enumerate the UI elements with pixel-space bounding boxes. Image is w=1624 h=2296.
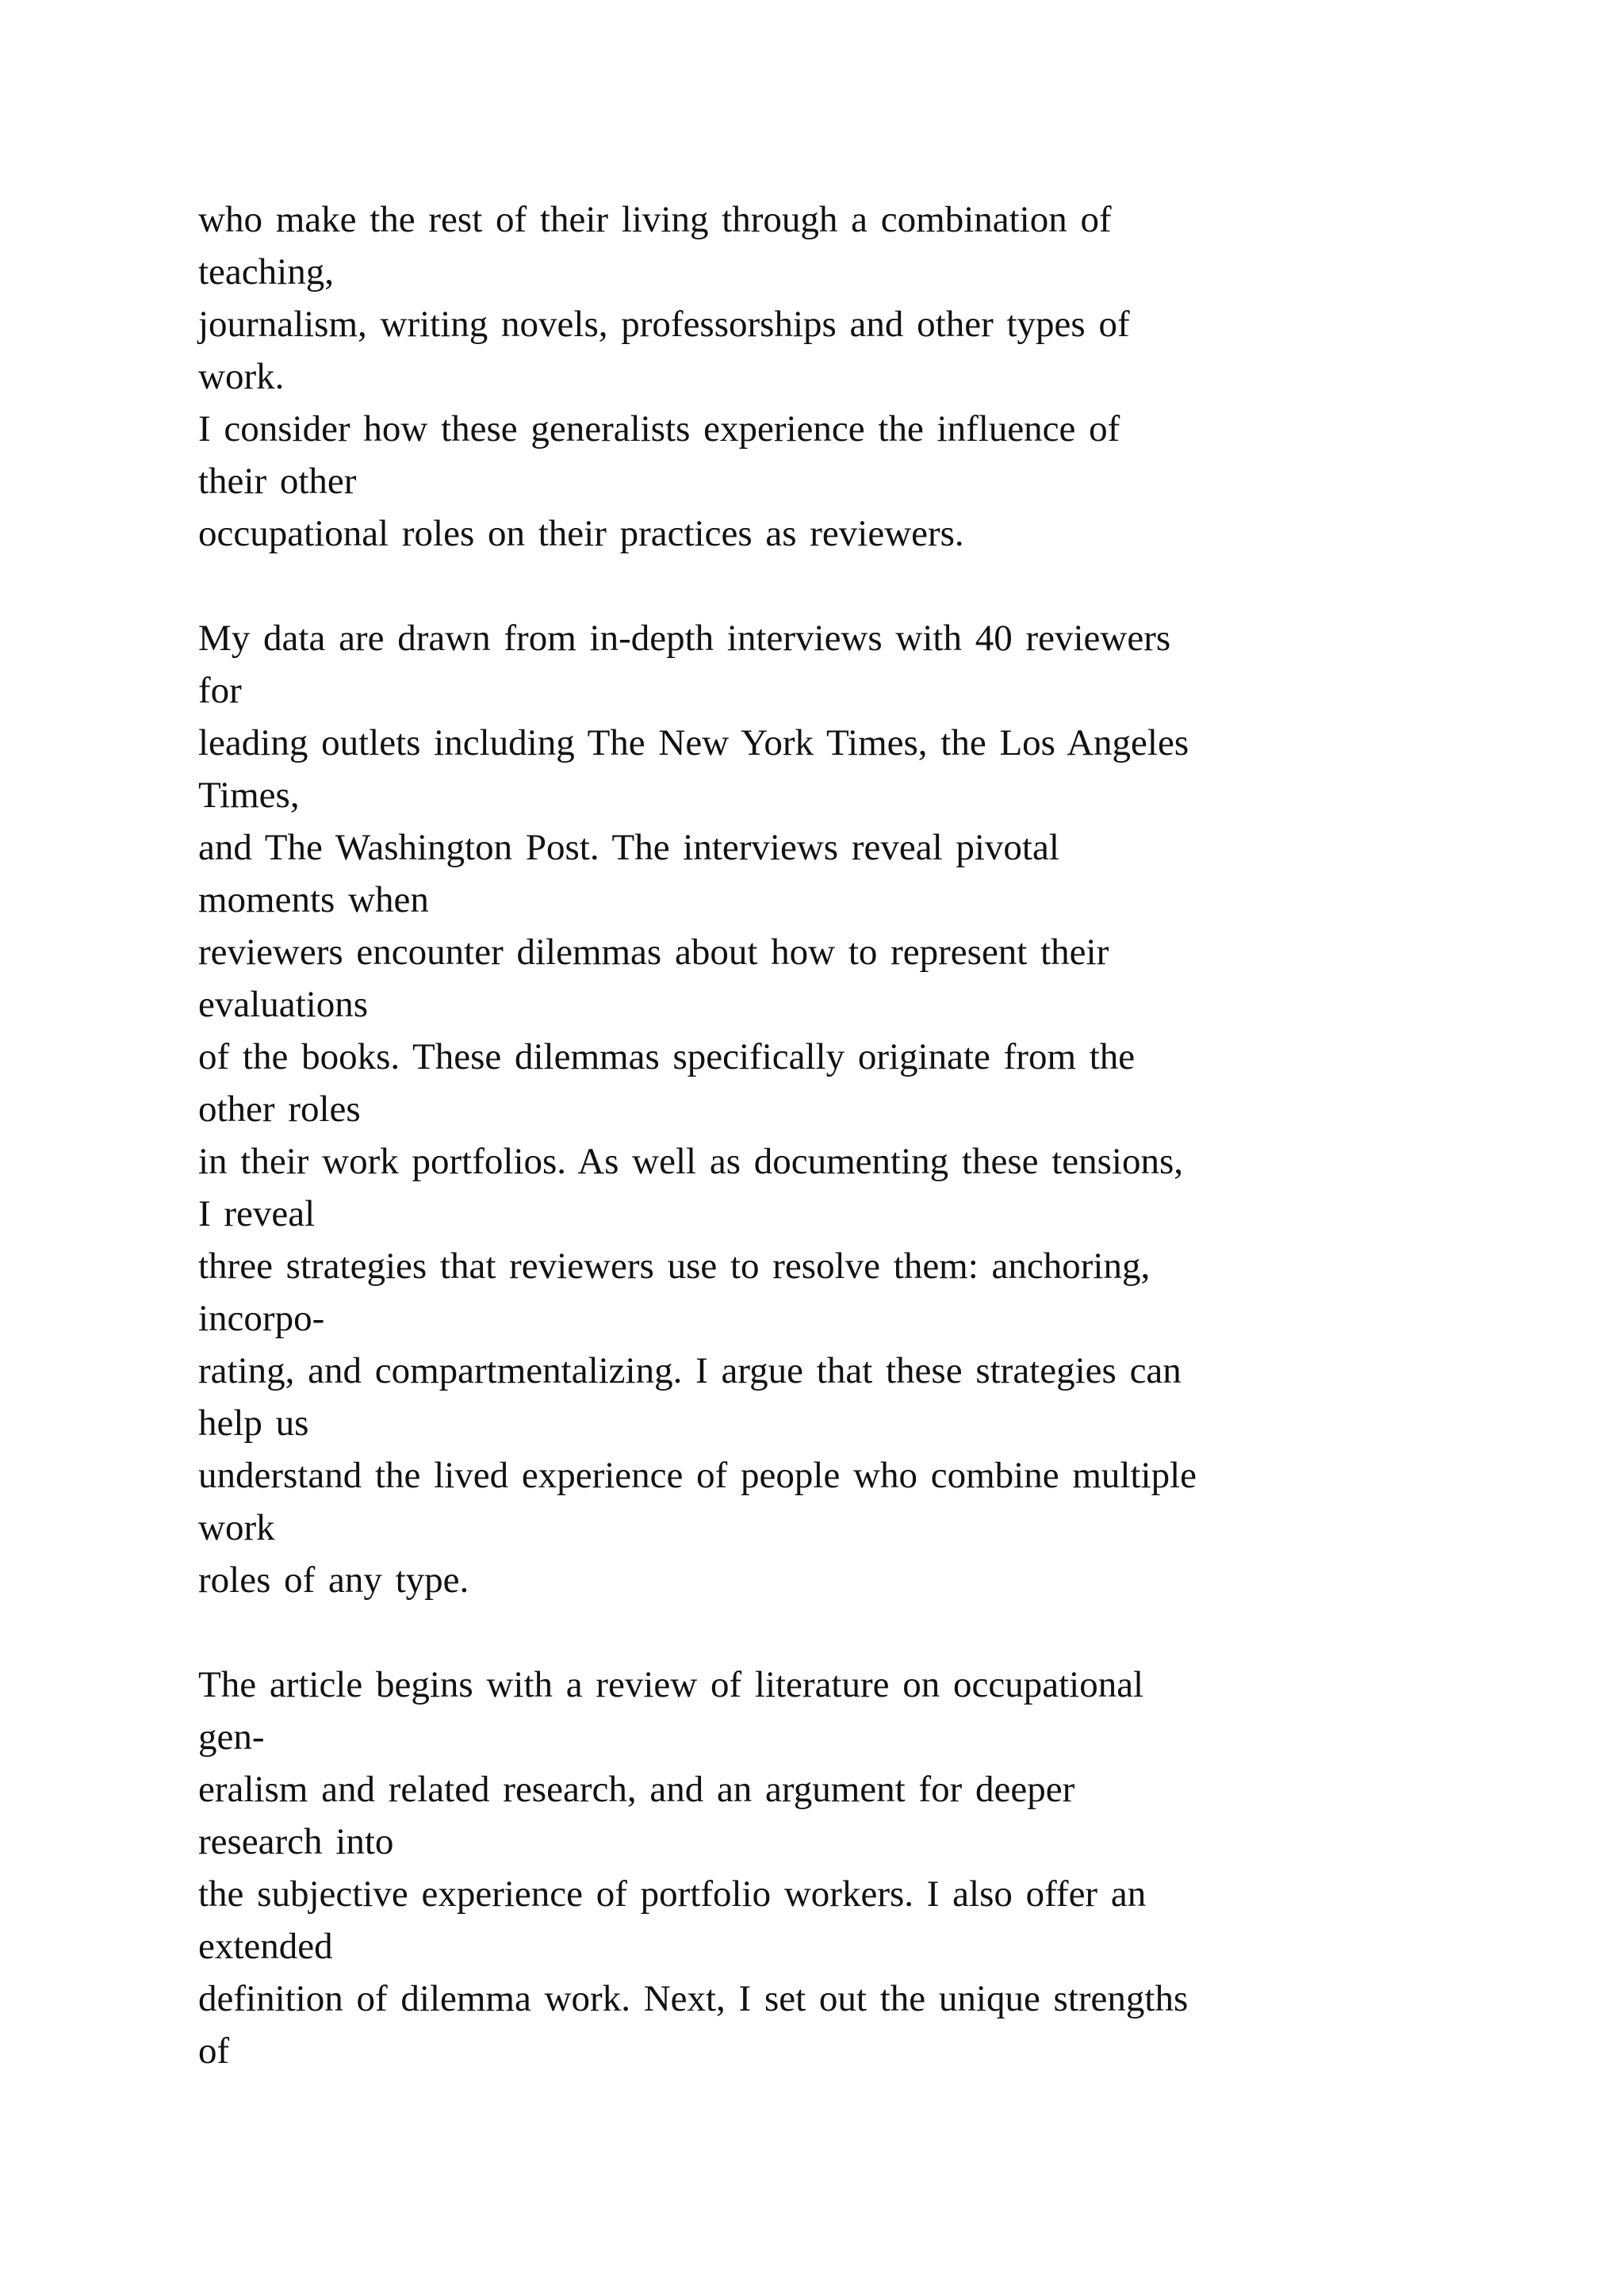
text-line: eralism and related research, and an argument for deeper	[198, 1769, 1075, 1810]
text-line: the subjective experience of portfolio workers. I also offer an	[198, 1873, 1147, 1915]
text-line: and The Washington Post. The interviews reveal pivotal	[198, 827, 1059, 868]
text-line: evaluations	[198, 984, 369, 1025]
text-line: work	[198, 1507, 275, 1548]
text-line: roles of any type.	[198, 1559, 469, 1601]
paragraph-3	[198, 1659, 1546, 2077]
text-line: Times,	[198, 775, 300, 816]
text-line: reviewers encounter dilemmas about how to represent their	[198, 932, 1109, 973]
text-line: rating, and compartmentalizing. I argue that these strategies can	[198, 1350, 1182, 1391]
text-line: other roles	[198, 1089, 361, 1130]
paragraph-gap	[198, 560, 1546, 612]
text-line: their other	[198, 461, 357, 502]
text-line: moments when	[198, 879, 429, 920]
text-line: three strategies that reviewers use to resolve them: anchoring,	[198, 1246, 1151, 1287]
text-line: of the books. These dilemmas specifically originate from the	[198, 1036, 1136, 1077]
text-line: help us	[198, 1402, 309, 1444]
text-line: journalism, writing novels, professorships and other types of	[198, 304, 1130, 345]
text-line: understand the lived experience of people who combine multiple	[198, 1455, 1197, 1496]
text-line: who make the rest of their living through a combination of	[198, 199, 1112, 240]
text-line: leading outlets including The New York Times, the Los Angeles	[198, 722, 1189, 763]
text-line: I reveal	[198, 1193, 316, 1234]
text-line: for	[198, 670, 242, 711]
text-line: occupational roles on their practices as reviewers.	[198, 513, 964, 554]
paragraph-2	[198, 612, 1546, 1606]
text-line: incorpo-	[198, 1298, 325, 1339]
text-line: My data are drawn from in-depth interviews with 40 reviewers	[198, 618, 1171, 659]
text-line: definition of dilemma work. Next, I set out the unique strengths	[198, 1978, 1189, 2019]
text-line: teaching,	[198, 251, 334, 293]
text-line: of	[198, 2030, 230, 2072]
text-line: work.	[198, 356, 285, 397]
text-line: I consider how these generalists experience the influence of	[198, 408, 1120, 450]
paragraph-gap	[198, 1606, 1546, 1659]
paragraph-1	[198, 193, 1546, 560]
text-line: The article begins with a review of literature on occupational	[198, 1664, 1144, 1705]
text-line: extended	[198, 1926, 333, 1967]
text-line: in their work portfolios. As well as documenting these tensions,	[198, 1141, 1184, 1182]
text-line: research into	[198, 1821, 394, 1862]
text-line: gen-	[198, 1716, 265, 1758]
document-body	[198, 193, 1546, 2077]
